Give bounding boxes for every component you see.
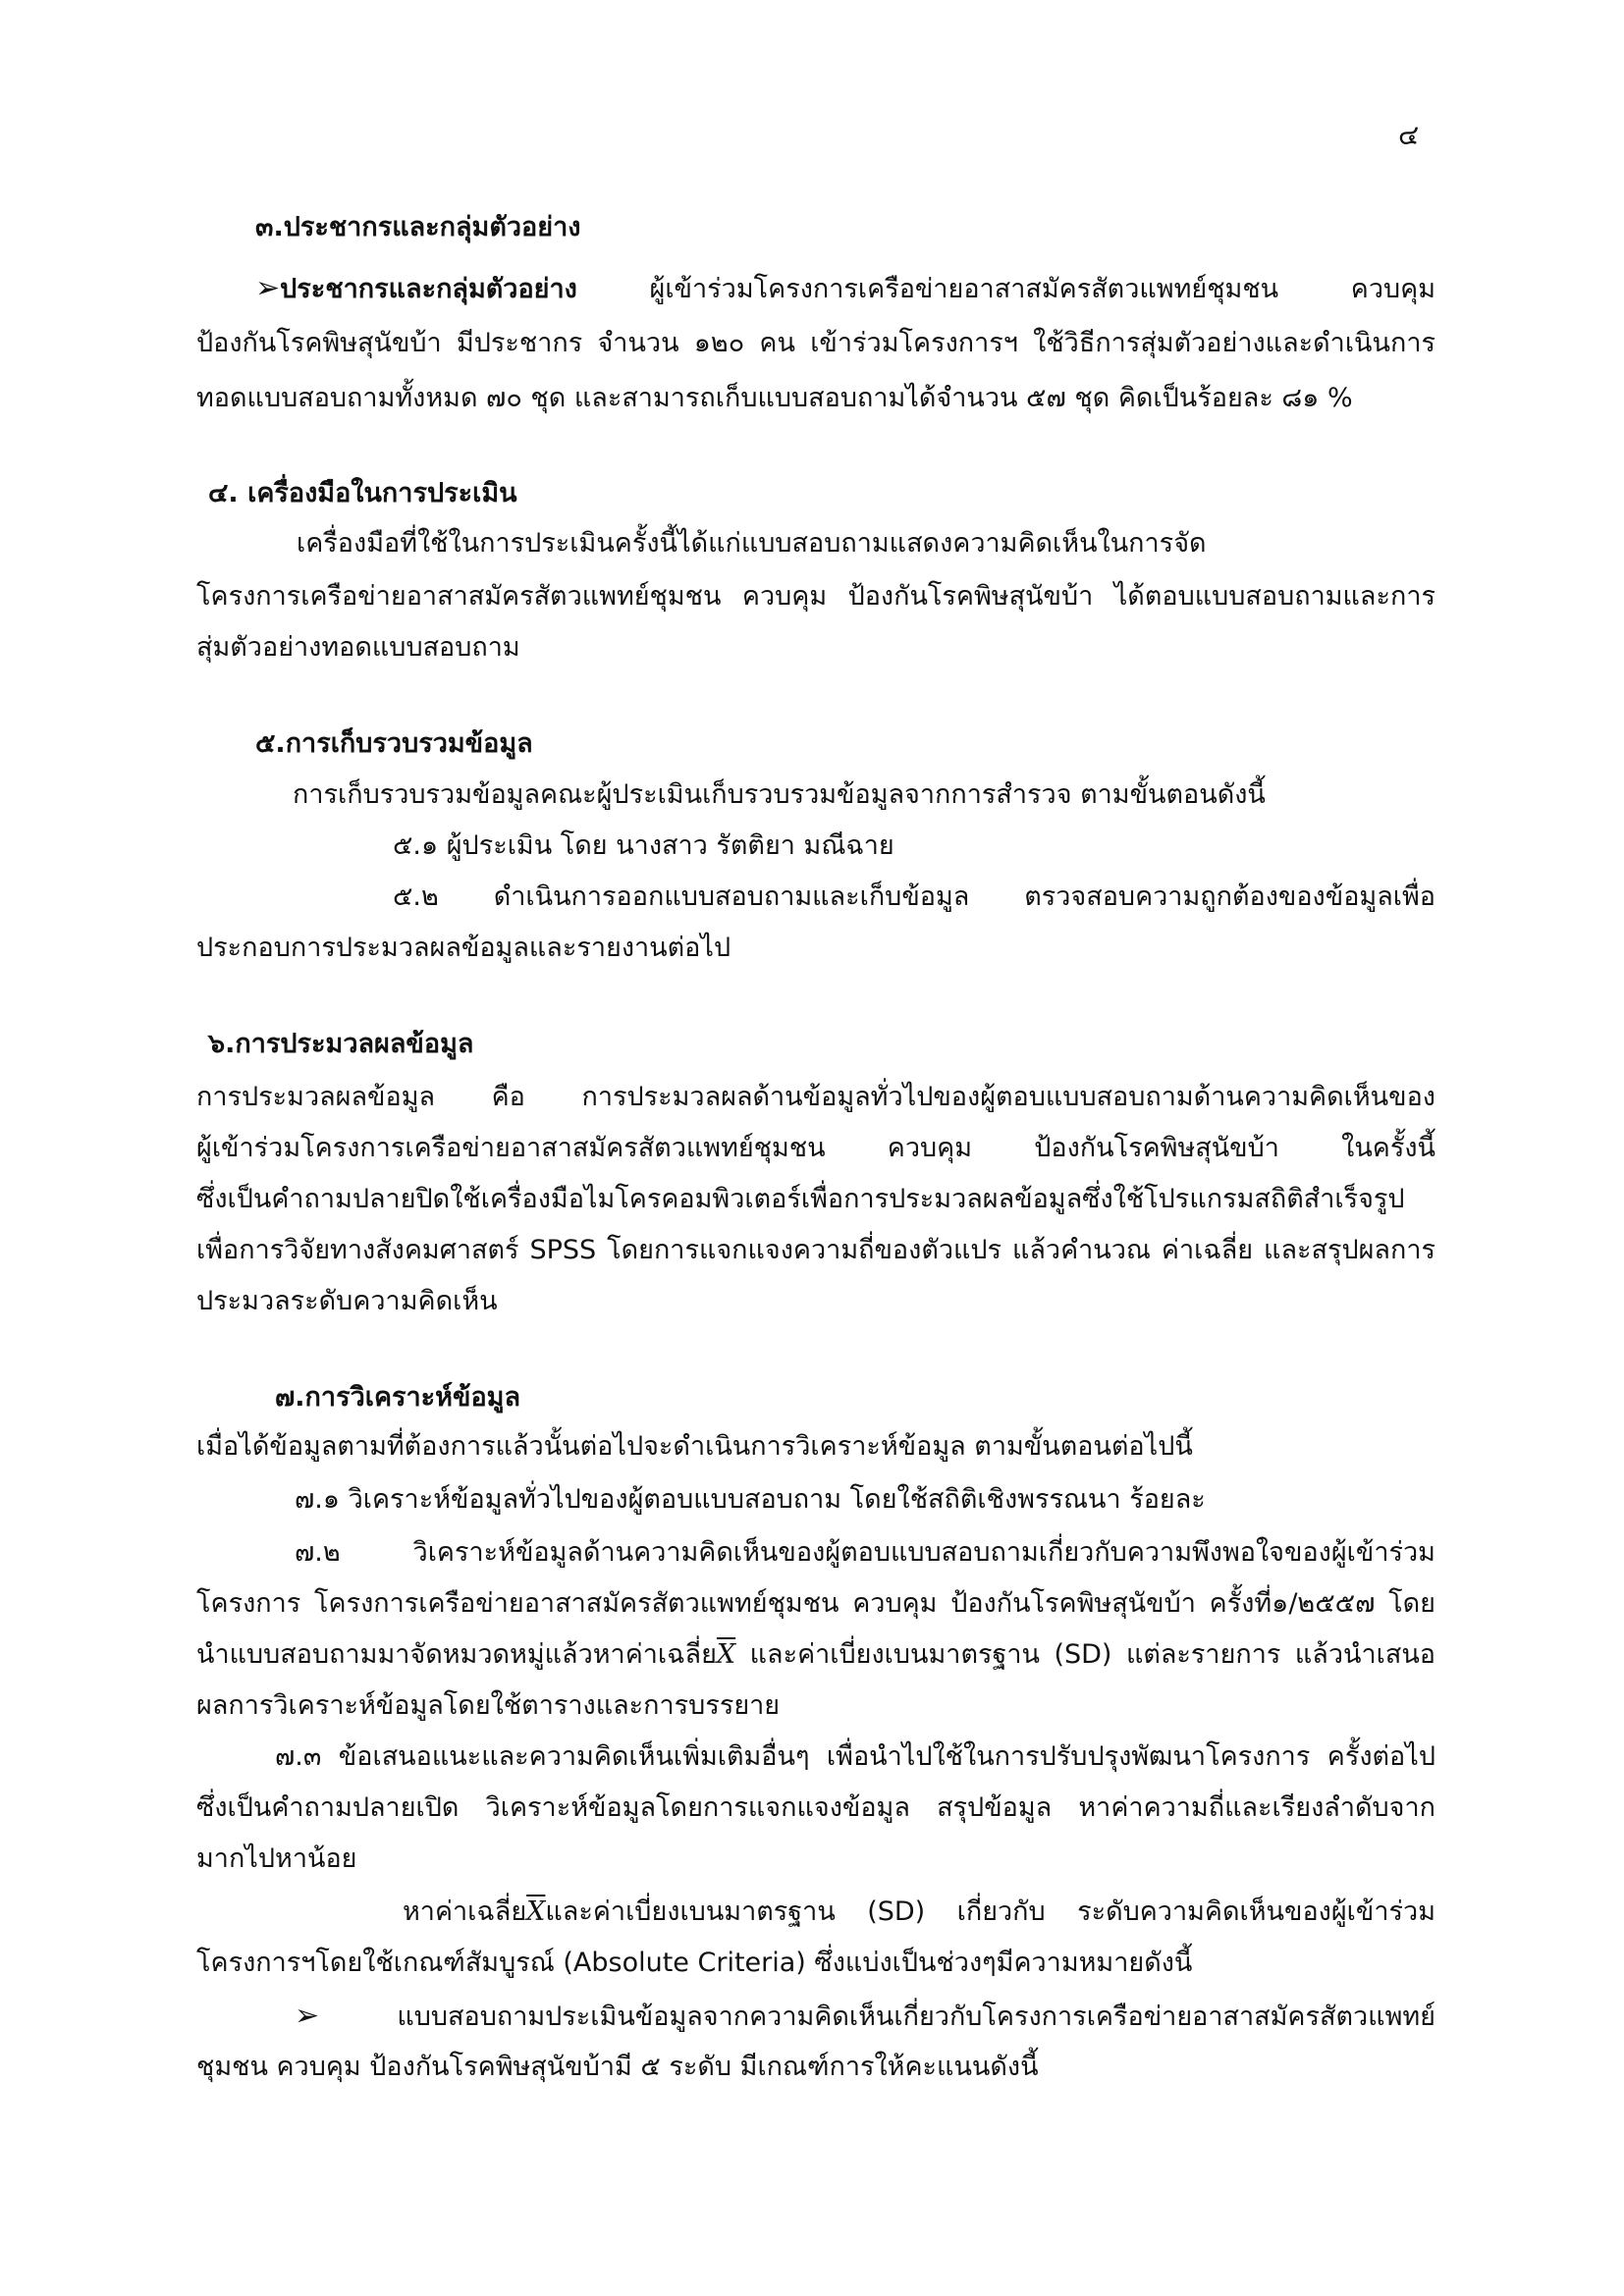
section-6-heading: ๖.การประมวลผลข้อมูล (208, 1029, 474, 1059)
section-3-heading: ๓.ประชากรและกลุ่มตัวอย่าง (255, 212, 581, 242)
section-7-item-3-line-3: มากไปหาน้อย (196, 1843, 357, 1874)
mean-line-1-text-a: หาค่าเฉลี่ย (403, 1896, 527, 1927)
section-3-line-1 (196, 269, 1435, 309)
section-7-criteria-line-1 (196, 1997, 1435, 2037)
section-7-item-3-line-1: ๗.๓ ข้อเสนอแนะและความคิดเห็นเพิ่มเติมอื่นๆ เพื่อนำไปใช้ในการปรับปรุงพัฒนาโครงการ ครั้งต่อไป (275, 1741, 1435, 1772)
section-4-line-3: สุ่มตัวอย่างทอดแบบสอบถาม (196, 632, 520, 663)
section-7-item-2-line-4: ผลการวิเคราะห์ข้อมูลโดยใช้ตารางและการบรรยาย (196, 1690, 781, 1721)
section-4-line-1: เครื่องมือที่ใช้ในการประเมินครั้งนี้ได้แก่แบบสอบถามแสดงความคิดเห็นในการจัด (297, 528, 1207, 559)
arrow-icon-2: ➢ (295, 1999, 320, 2033)
section-4-heading: ๔. เครื่องมือในการประเมิน (208, 478, 517, 508)
section-5-item-1: ๕.๑ ผู้ประเมิน โดย นางสาว รัตติยา มณีฉาย (393, 830, 894, 861)
section-6-line-1: การประมวลผลข้อมูล คือ การประมวลผลด้านข้อมูลทั่วไปของผู้ตอบแบบสอบถามด้านความคิดเห็นของ (196, 1082, 1435, 1112)
section-5-line-1: การเก็บรวบรวมข้อมูลคณะผู้ประเมินเก็บรวบรวมข้อมูลจากการสำรวจ ตามขั้นตอนดังนี้ (293, 779, 1266, 810)
item-2-line-3-text-b: และค่าเบี่ยงเบนมาตรฐาน (SD) แต่ละรายการ แล้วนำเสนอ (735, 1639, 1435, 1670)
section-7-criteria-line-2: ชุมชน ควบคุม ป้องกันโรคพิษสุนัขบ้ามี ๕ ระดับ มีเกณฑ์การให้คะแนนดังนี้ (196, 2052, 1039, 2082)
section-3-line-2: ป้องกันโรคพิษสุนัขบ้า มีประชากร จำนวน ๑๒๐ คน เข้าร่วมโครงการฯ ใช้วิธีการสุ่มตัวอย่างและดำเนินการ (196, 328, 1435, 358)
section-6-line-4: เพื่อการวิจัยทางสังคมศาสตร์ SPSS โดยการแจกแจงความถี่ของตัวแปร แล้วคำนวณ ค่าเฉลี่ย และสรุปผลการ (196, 1235, 1435, 1265)
mean-symbol-2: $\overline{X}$ (526, 1896, 546, 1927)
section-7-mean-line-2: โครงการฯโดยใช้เกณฑ์สัมบูรณ์ (Absolute Criteria) ซึ่งแบ่งเป็นช่วงๆมีความหมายดังนี้ (196, 1948, 1193, 1978)
section-6-line-5: ประมวลระดับความคิดเห็น (196, 1286, 498, 1316)
section-5-item-2: ๕.๒ ดำเนินการออกแบบสอบถามและเก็บข้อมูล ตรวจสอบความถูกต้องของข้อมูลเพื่อ (393, 881, 1435, 912)
section-7-item-1: ๗.๑ วิเคราะห์ข้อมูลทั่วไปของผู้ตอบแบบสอบถาม โดยใช้สถิติเชิงพรรณนา ร้อยละ (295, 1484, 1206, 1515)
section-7-mean-line-1 (196, 1893, 1435, 1932)
section-6-line-3: ซึ่งเป็นคำถามปลายปิดใช้เครื่องมือไมโครคอมพิวเตอร์เพื่อการประมวลผลข้อมูลซึ่งใช้โปรแกรมสถิติสำเร็จรูป (196, 1184, 1405, 1214)
section-5-item-2-cont: ประกอบการประมวลผลข้อมูลและรายงานต่อไป (196, 933, 731, 963)
mean-line-1-text-b: และค่าเบี่ยงเบนมาตรฐาน (SD) เกี่ยวกับ ระดับความคิดเห็นของผู้เข้าร่วม (545, 1896, 1435, 1927)
section-5-heading: ๕.การเก็บรวบรวมข้อมูล (255, 728, 533, 759)
criteria-line-1-text: แบบสอบถามประเมินข้อมูลจากความคิดเห็นเกี่ยวกับโครงการเครือข่ายอาสาสมัครสัตวแพทย์ (319, 2002, 1435, 2032)
item-2-line-3-text-a: นำแบบสอบถามมาจัดหมวดหมู่แล้วหาค่าเฉลี่ย (196, 1639, 717, 1670)
section-3-line-3: ทอดแบบสอบถามทั้งหมด ๗๐ ชุด และสามารถเก็บแบบสอบถามได้จำนวน ๕๗ ชุด คิดเป็นร้อยละ ๘๑ % (196, 383, 1353, 413)
section-3-label: ประชากรและกลุ่มตัวอย่าง (280, 274, 577, 304)
section-7-item-2-line-1: ๗.๒ วิเคราะห์ข้อมูลด้านความคิดเห็นของผู้ตอบแบบสอบถามเกี่ยวกับความพึงพอใจของผู้เข้าร่วม (295, 1537, 1435, 1568)
section-3-line-1-text: ผู้เข้าร่วมโครงการเครือข่ายอาสาสมัครสัตวแพทย์ชุมชน ควบคุม (576, 274, 1435, 304)
section-7-item-3-line-2: ซึ่งเป็นคำถามปลายเปิด วิเคราะห์ข้อมูลโดยการแจกแจงข้อมูล สรุปข้อมูล หาค่าความถี่และเรียงลำดับจาก (196, 1792, 1435, 1823)
mean-symbol: $\overline{X}$ (716, 1639, 736, 1670)
section-7-item-2-line-2: โครงการ โครงการเครือข่ายอาสาสมัครสัตวแพทย์ชุมชน ควบคุม ป้องกันโรคพิษสุนัขบ้า ครั้งที่๑/๒๕๕๗ โดย (196, 1588, 1435, 1619)
page-number: ๔ (1398, 119, 1420, 151)
section-7-item-2-line-3 (196, 1635, 1435, 1675)
section-7-heading: ๗.การวิเคราะห์ข้อมูล (275, 1382, 521, 1413)
arrow-icon: ➢ (255, 271, 281, 305)
section-4-line-2: โครงการเครือข่ายอาสาสมัครสัตวแพทย์ชุมชน ควบคุม ป้องกันโรคพิษสุนัขบ้า ได้ตอบแบบสอบถามและการ (196, 581, 1435, 612)
section-7-intro: เมื่อได้ข้อมูลตามที่ต้องการแล้วนั้นต่อไปจะดำเนินการวิเคราะห์ข้อมูล ตามขั้นตอนต่อไปนี้ (196, 1431, 1193, 1462)
section-6-line-2: ผู้เข้าร่วมโครงการเครือข่ายอาสาสมัครสัตวแพทย์ชุมชน ควบคุม ป้องกันโรคพิษสุนัขบ้า ในครั้งนี้ (196, 1133, 1435, 1163)
